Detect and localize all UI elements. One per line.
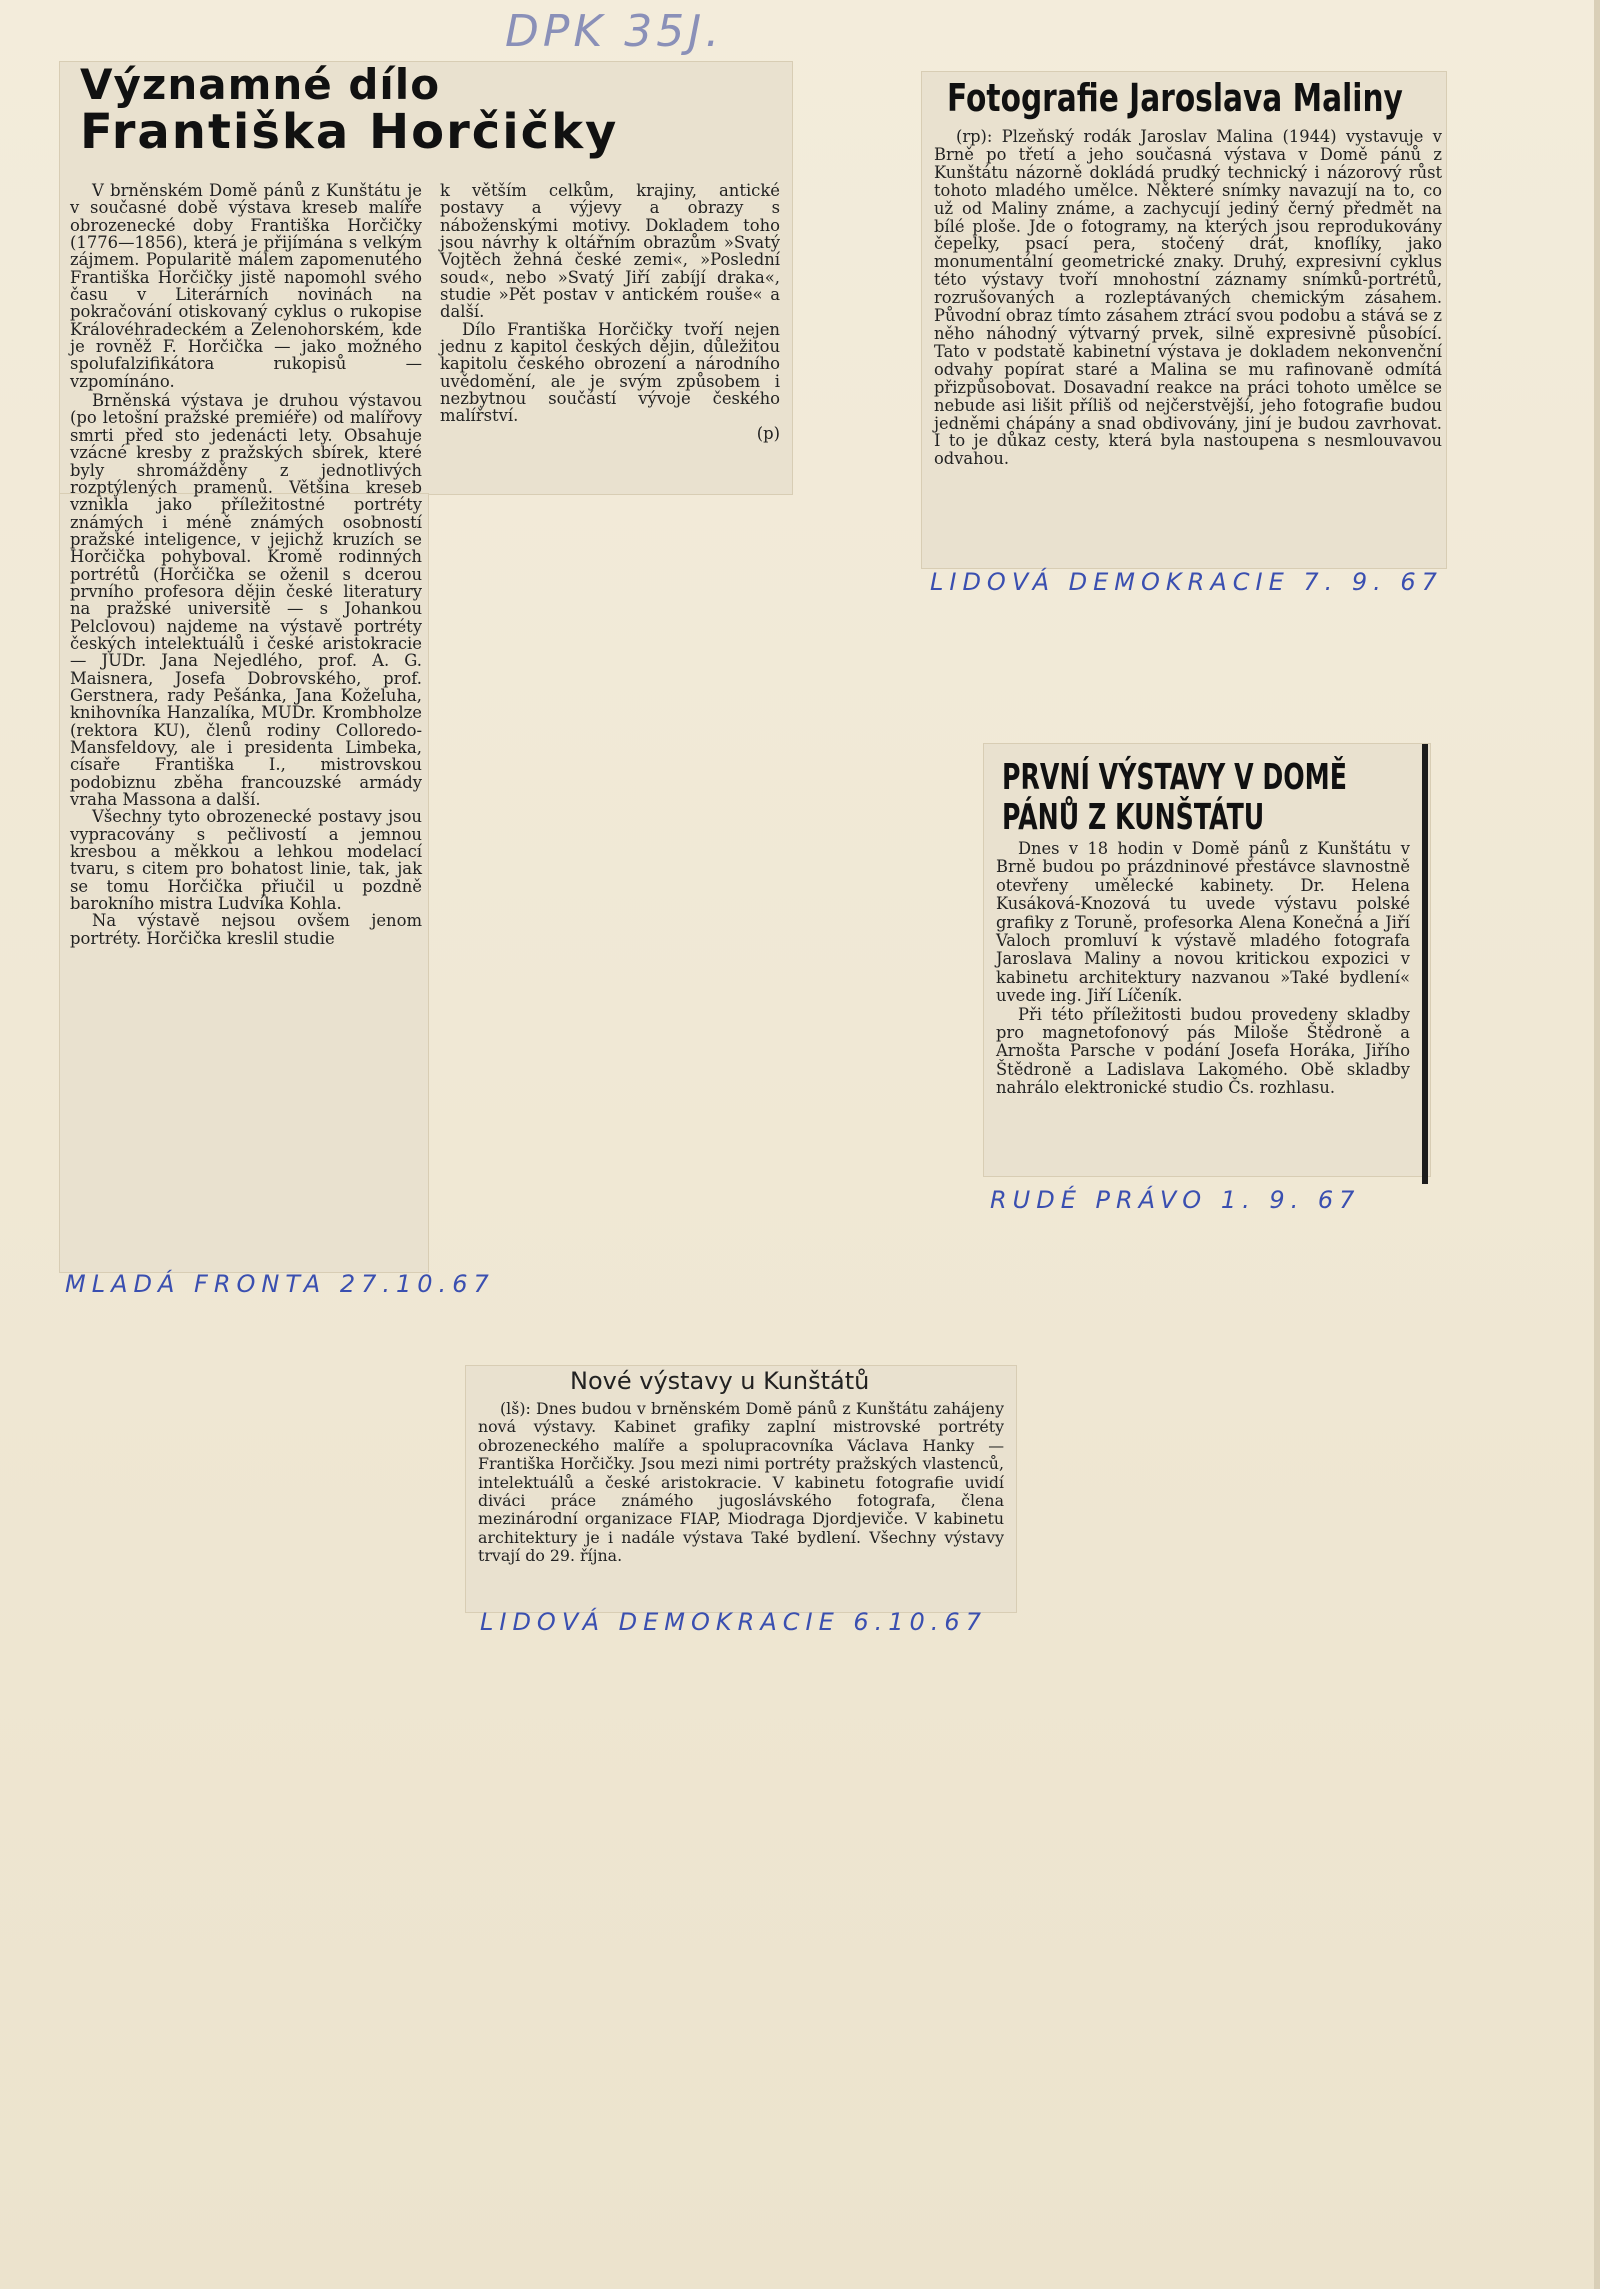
headline-horcicka-line2: Františka Horčičky [80,104,619,160]
archive-mark: DPK 35J. [505,6,724,57]
page-edge [1594,0,1600,2289]
headline-nove-vystavy: Nové výstavy u Kunštátů [570,1367,870,1395]
paragraph: Dnes v 18 hodin v Domě pánů z Kunštátu v Brně budou po prázdninové přestávce slavnostně otevřeny umělecké kabinety. Dr. Helena Kusáková-Knozová tu uvede výstavu polské grafiky z Toruně, profesorka Alena Konečná a Jiří Valoch promluví k výstavě mladého fotografa Jaroslava Maliny a novou kritickou expozici v kabinetu architektury nazvanou »Také bydlení« uvede ing. Jiří Líčeník. [996,839,1410,1006]
headline-prvni-line2: PÁNŮ Z KUNŠTÁTU [1002,797,1265,838]
paragraph: Při této příležitosti budou provedeny skladby pro magnetofonový pás Miloše Štědroně a Arnošta Parsche v podání Josefa Horáka, Jiřího Štědroně a Ladislava Lakomého. Obě skladby nahrálo elektronické studio Čs. rozhlasu. [996,1004,1410,1098]
source-note-nove-vystavy: LIDOVÁ DEMOKRACIE 6.10.67 [480,1608,987,1636]
headline-prvni-line1: PRVNÍ VÝSTAVY V DOMĚ [1002,757,1347,798]
paragraph: Brněnská výstava je druhou výstavou (po letošní pražské premiéře) od malířovy smrti před sto jedenácti lety. Obsahuje vzácné kresby z pražských sbírek, které byly shromážděny z jednotlivých rozptýlených pramenů. Většina kreseb vznikla jako příležitostné portréty známých i méně známých osobností pražské inteligence, v jejichž kruzích se Horčička pohyboval. Kromě rodinných portrétů (Horčička se oženil s dcerou prvního profesora dějin české literatury na pražské universitě — s Johankou Pelclovou) najdeme na výstavě portréty českých intelektuálů i české aristokracie — JUDr. Jana Nejedlého, prof. A. G. Maisnera, Josefa Dobrovského, prof. Gerstnera, rady Pešánka, Jana Koželuha, knihovníka Hanzalíka, MUDr. Krombholze (rektora KU), členů rodiny Colloredo-Mansfeldovy, ale i presidenta Limbeka, císaře Františka I., mistrovskou podobiznu zběha francouzské armády vraha Massona a další. [70,391,422,810]
frame-rule [1422,744,1428,1184]
headline-prvni-vystavy [1002,758,1347,838]
paragraph: V brněnském Domě pánů z Kunštátu je v současné době výstava kreseb malíře obrozenecké doby Františka Horčičky (1776—1856), která je přijímána s velkým zájmem. Popularitě málem zapomenutého Františka Horčičky jistě napomohl svého času v Literárních novinách na pokračování otiskovaný cyklus o rukopise Královéhradeckém a Zelenohorském, kde je rovněž F. Horčička — jako možného spolufalzifikátora rukopisů — vzpomínáno. [70,181,422,391]
headline-horcicka-line1: Významné dílo [80,60,441,109]
article-nove-vystavy-body [478,1400,1004,1566]
author-signature: (p) [756,423,780,443]
paragraph: (lš): Dnes budou v brněnském Domě pánů z Kunštátu zahájeny nová výstavy. Kabinet grafiky zaplní mistrovské portréty obrozeneckého malíře a spolupracovníka Václava Hanky — Františka Horčičky. Jsou mezi nimi portréty pražských vlastenců, intelektuálů a české aristokracie. V kabinetu fotografie uvidí diváci práce známého jugoslávského fotografa, člena mezinárodní organizace FIAP, Miodraga Djordjeviče. V kabinetu architektury je i nadále výstava Také bydlení. Všechny výstavy trvají do 29. října. [478,1399,1004,1566]
headline-horcicka [80,60,619,160]
paragraph: Dílo Františka Horčičky tvoří nejen jednu z kapitol českých dějin, důležitou kapitolu českého obrození a národního uvědomění, ale je svým způsobem i nezbytnou součástí vývoje českého malířství. [440,319,780,426]
source-note-horcicka: MLADÁ FRONTA 27.10.67 [65,1270,495,1298]
paragraph: k větším celkům, krajiny, antické postavy a výjevy a obrazy s náboženskými motivy. Dokladem toho jsou návrhy k oltářním obrazům »Svatý Vojtěch žehná české zemi«, »Poslední soud«, nebo »Svatý Jiří zabíjí draka«, studie »Pět postav v antickém rouše« a další. [440,181,780,322]
headline-malina: Fotografie Jaroslava Maliny [947,76,1403,120]
source-note-prvni-vystavy: RUDÉ PRÁVO 1. 9. 67 [990,1186,1361,1214]
article-malina-body [934,128,1442,468]
paragraph: (rp): Plzeňský rodák Jaroslav Malina (1944) vystavuje v Brně po třetí a jeho současná výstava v Domě pánů z Kunštátu názorně dokládá prudký technický i názorový růst tohoto mladého umělce. Některé snímky navazují na to, co už od Maliny známe, a zachycují jediný černý předmět na bílé ploše. Jde o fotogramy, na kterých jsou reprodukovány čepelky, psací pera, stočený drát, knoflíky, jako monumentální geometrické znaky. Druhý, expresivní cyklus této výstavy tvoří mnohostní záznamy snímků-portrétů, rozrušovaných a rozleptávaných chemickým zásahem. Původní obraz tímto zásahem ztrácí svou podobu a stává se z něho náhodný výtvarný prvek, silně expresivně působící. Tato v podstatě kabinetní výstava je dokladem nekonvenční odvahy popírat staré a Malina se mu rafinovaně odmítá přizpůsobovat. Dosavadní reakce na práci tohoto umělce se nebude asi lišit příliš od nejčerstvější, jeho fotografie budou jedněmi chápány a snad obdivovány, jiní je budou zavrhovat. I to je důkaz cesty, která byla nastoupena s nesmlouvavou odvahou. [934,127,1442,469]
article-prvni-vystavy-body [996,840,1410,1098]
source-note-malina: LIDOVÁ DEMOKRACIE 7. 9. 67 [930,568,1443,596]
paragraph: Všechny tyto obrozenecké postavy jsou vypracovány s pečlivostí a jemnou kresbou a měkkou a lehkou modelací tvaru, s citem pro bohatost linie, tak, jak se tomu Horčička přiučil u pozdně barokního mistra Ludvíka Kohla. [70,807,422,914]
article-horcicka-column-2 [440,182,780,442]
article-horcicka-column-1 [70,182,422,947]
paragraph: Na výstavě nejsou ovšem jenom portréty. Horčička kreslil studie [70,911,422,948]
